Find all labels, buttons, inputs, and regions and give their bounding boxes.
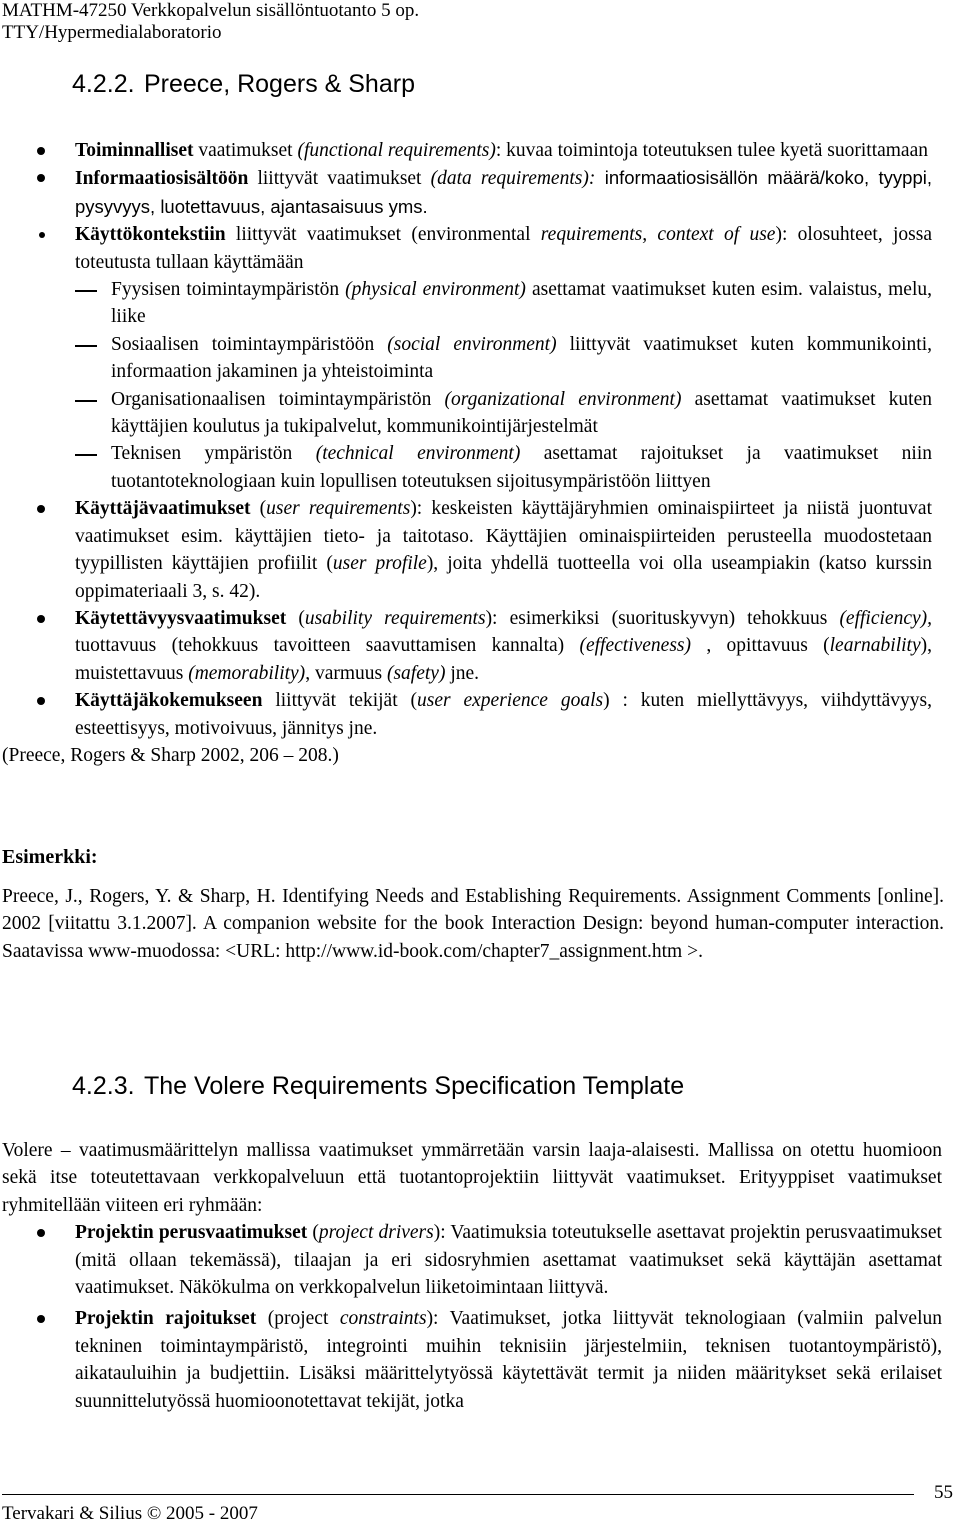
dash-icon xyxy=(75,290,97,292)
reference-text: Preece, J., Rogers, Y. & Sharp, H. Identifying Needs and Establishing Requirements. Assignment Comments [online]. 2002 [viitattu 3.1.2007]. A companion website for the book Interaction Design: beyond human-computer interaction. Saatavissa www-muodossa: <URL: http://www.id-book.com/chapter7_assignment.htm >. xyxy=(2,886,944,962)
text: (project xyxy=(256,1308,340,1330)
footer-copyright: Tervakari & Silius © 2005 - 2007 xyxy=(2,1503,258,1524)
page-number: 55 xyxy=(934,1482,953,1503)
text: , opittavuus ( xyxy=(691,635,830,657)
list-item xyxy=(2,1305,942,1415)
text: Fyysisen toimintaympäristön xyxy=(111,279,346,301)
term-bold: Projektin perusvaatimukset xyxy=(75,1222,308,1244)
sublist-item xyxy=(75,386,932,441)
text: liittyvät tekijät ( xyxy=(262,690,418,712)
term-bold: Käyttäjäkokemukseen xyxy=(75,690,263,712)
examples-heading: Esimerkki: xyxy=(2,846,98,868)
requirements-list xyxy=(2,137,932,742)
term-bold: Informaatiosisältöön xyxy=(75,168,249,190)
text: jne. xyxy=(445,662,480,684)
text: : kuvaa toimintoja toteutuksen tulee kyetä suorittamaan xyxy=(495,140,928,161)
text: asettamat rajoitukset ja vaatimukset niin tuotantoteknologiaan kuin lopullisen toteutuksen sijoitusympäristöön liittyen xyxy=(111,443,932,492)
text: , varmuus xyxy=(305,662,387,684)
term-bold: Toiminnalliset xyxy=(75,140,194,161)
sublist-item xyxy=(75,331,932,386)
text: liittyvät vaatimukset (environmental xyxy=(225,224,541,246)
footer-rule xyxy=(2,1494,914,1495)
term-italic: project drivers xyxy=(318,1222,434,1244)
term-italic: (functional requirements) xyxy=(297,140,496,161)
sublist-item xyxy=(75,276,932,331)
sublist-item xyxy=(75,440,932,495)
volere-block xyxy=(2,1137,942,1415)
term-italic: constraints xyxy=(339,1308,427,1330)
list-item xyxy=(2,605,932,687)
section-title: The Volere Requirements Specification Template xyxy=(144,1072,685,1100)
text: liittyvät vaatimukset xyxy=(248,168,431,190)
term-italic: learnability xyxy=(829,635,921,657)
text: ( xyxy=(286,607,305,629)
text: Teknisen ympäristön xyxy=(111,443,316,465)
bullet-icon xyxy=(37,147,45,155)
text: tuottavuus (tehokkuus tavoitteen saavuttamisen kannalta) xyxy=(75,635,580,657)
term-italic: (effectiveness) xyxy=(579,635,691,657)
text: ): olosuhteet, jossa toteutusta tullaan käyttämään xyxy=(75,224,932,273)
section-title: Preece, Rogers & Sharp xyxy=(144,70,415,98)
term-bold: Käyttökontekstiin xyxy=(75,224,226,246)
term-italic: user experience goals xyxy=(417,690,604,712)
dash-icon xyxy=(75,400,97,402)
list-item xyxy=(2,687,932,742)
section-number: 4.2.3. xyxy=(72,1072,135,1100)
text: ): Vaatimukset, jotka liittyvät teknologiaan (valmiin palvelun tekninen toimintaympäristö, integrointi muihin teknisiin järjestelmiin, teknisen tuotantoympäristö), aikatauluihin ja budjettiin. Lisäksi määrittelytyössä käytettävät termit ja niiden määritykset sekä erilaiset suunnittelutyössä huomioonotettavat tekijät, jotka xyxy=(75,1308,943,1412)
bullet-icon xyxy=(37,697,45,705)
text: ( xyxy=(250,498,267,520)
header-lab: TTY/Hypermedialaboratorio xyxy=(2,22,222,43)
dash-icon xyxy=(75,454,97,456)
term-italic: (technical environment) xyxy=(315,443,521,465)
term-italic: user requirements xyxy=(266,498,411,520)
list-item xyxy=(2,137,932,164)
term-bold: Käytettävyysvaatimukset xyxy=(75,607,287,629)
term-bold: Projektin rajoitukset xyxy=(75,1308,257,1330)
term-italic: (memorability) xyxy=(188,662,306,684)
bullet-icon xyxy=(37,615,45,623)
header-course: MATHM-47250 Verkkopalvelun sisällöntuotanto 5 op. xyxy=(2,0,420,21)
text: asettamat vaatimukset kuten käyttäjien koulutus ja tukipalvelut, kommunikointijärjestelmät xyxy=(111,388,932,438)
section-heading-423 xyxy=(72,1071,684,1101)
volere-list xyxy=(2,1219,942,1415)
bullet-icon xyxy=(37,505,45,513)
requirements-list-block xyxy=(2,137,932,769)
term-italic: (physical environment) xyxy=(345,279,526,301)
text: vaatimukset xyxy=(193,140,298,161)
text: ( xyxy=(307,1222,319,1244)
term-italic: user profile xyxy=(332,553,427,575)
bullet-icon xyxy=(37,1315,45,1323)
section-heading-422 xyxy=(72,69,415,99)
term-bold: Käyttäjävaatimukset xyxy=(75,498,251,520)
text: ): esimerkiksi (suorituskyvyn) tehokkuus xyxy=(485,607,840,629)
page-header xyxy=(2,0,419,44)
section-number: 4.2.2. xyxy=(72,70,135,98)
text: ): Vaatimuksia toteutukselle asettavat projektin perusvaatimukset (mitä ollaan tekemässä), tilaajan ja eri sidosryhmien asettamat vaatimukset sekä käyttäjän asettamat vaatimukset. Näkökulma on verkkopalvelun liiketoimintaan liittyvä. xyxy=(75,1222,942,1299)
list-item xyxy=(2,1219,942,1301)
dash-icon xyxy=(75,345,97,347)
term-italic: usability requirements xyxy=(304,607,486,629)
citation: (Preece, Rogers & Sharp 2002, 206 – 208.) xyxy=(2,744,339,766)
bullet-icon xyxy=(37,1229,45,1237)
text: asettamat vaatimukset kuten esim. valaistus, melu, liike xyxy=(111,279,932,328)
list-item xyxy=(2,221,932,495)
term-italic: (safety) xyxy=(386,662,446,684)
bullet-icon xyxy=(39,232,45,238)
text: liittyvät vaatimukset kuten kommunikointi, informaation jakaminen ja yhteistoiminta xyxy=(111,333,932,383)
term-italic: requirements, context of use xyxy=(540,224,776,246)
bullet-icon xyxy=(37,174,45,182)
term-italic: (data requirements): xyxy=(430,168,596,190)
text: Sosiaalisen toimintaympäristöön xyxy=(111,333,388,355)
text-sans: informaatiosisällön määrä/koko, tyyppi, pysyvyys, luotettavuus, ajantasaisuus yms. xyxy=(75,167,932,217)
text: ): keskeisten käyttäjäryhmien ominaispiirteet ja niistä juontuvat vaatimukset esim. käyttäjien tieto- ja taitotaso. Käyttäjien ominaispiirteiden perusteella muodostetaan tyypillisten käyttäjien profiilit ( xyxy=(75,498,932,575)
term-italic: (social environment) xyxy=(387,333,557,355)
list-item xyxy=(2,495,932,605)
text: Organisationaalisen toimintaympäristön xyxy=(111,388,445,410)
list-item xyxy=(2,164,932,221)
text: ), muistettavuus xyxy=(75,635,932,684)
volere-intro: Volere – vaatimusmäärittelyn mallissa vaatimukset ymmärretään varsin laaja-alaisesti. Mallissa on otettu huomioon sekä itse toteutettavaan verkkopalveluun että tuotantoprojektiin liittyvät vaatimukset. Erityyppiset vaatimukset ryhmitellään viiteen eri ryhmään: xyxy=(2,1140,942,1216)
sublist xyxy=(75,276,932,495)
text: ) : kuten miellyttävyys, viihdyttävyys, esteettisyys, motivoivuus, jännitys jne. xyxy=(75,690,932,739)
term-italic: (organizational environment) xyxy=(444,388,682,410)
text: ), joita yhdellä tuotteella voi olla useampiakin (katso kurssin oppimateriaali 3, s. 42). xyxy=(75,553,932,602)
term-italic: (efficiency), xyxy=(839,607,932,629)
